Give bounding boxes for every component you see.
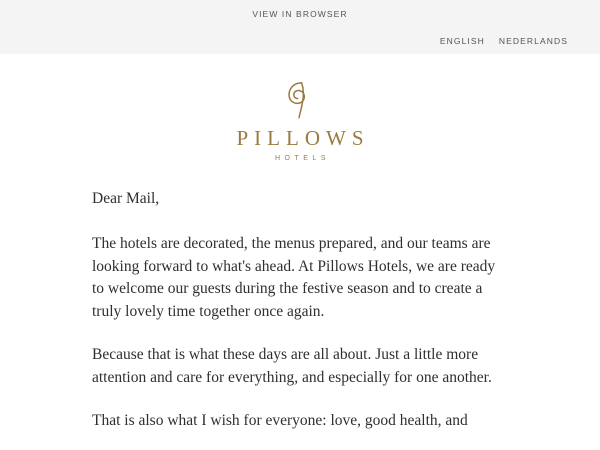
logo-subtitle: HOTELS [274,155,330,162]
letter-paragraph: Because that is what these days are all about. Just a little more attention and care for everything, and especially for one another. [92,346,492,386]
language-link-english[interactable]: ENGLISH [439,36,485,46]
language-selector-bar [0,28,600,54]
letter-paragraph: That is also what I wish for everyone: love, good health, and [92,412,468,430]
letter-salutation: Dear Mail, [92,190,160,207]
letter-body [0,172,600,433]
view-in-browser-bar [0,0,600,28]
brand-logo [0,54,600,172]
letter-paragraph: The hotels are decorated, the menus prepared, and our teams are looking forward to what's ahead. At Pillows Hotels, we are ready to welcome our guests during the festive season and to create a truly lovely time together once again. [92,235,496,320]
language-link-nederlands[interactable]: NEDERLANDS [498,36,568,46]
view-in-browser-link[interactable]: VIEW IN BROWSER [252,9,348,19]
logo-wordmark: PILLOWS [236,126,370,150]
pillows-loop-icon [283,80,317,120]
